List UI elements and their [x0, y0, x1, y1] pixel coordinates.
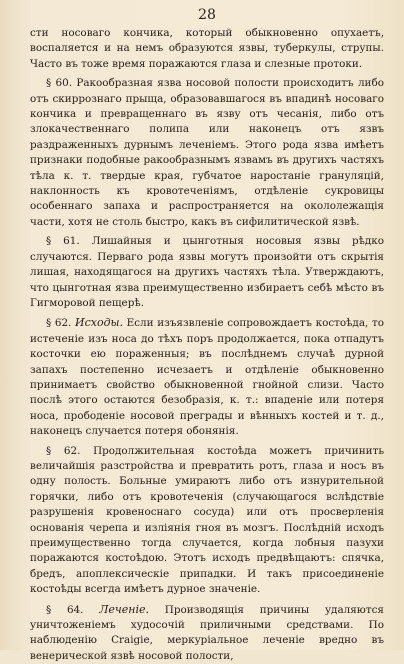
section-marker: § 60.	[46, 77, 73, 90]
paragraph-text: Ракообразная язва носовой полости происходитъ либо отъ скиррознаго прыща, образовавшагося въ впадинѣ носоваго кончика и превращеннаго въ язву отъ чесанія, либо отъ злокачественнаго полипа или наконецъ отъ язвъ раздраженныхъ дурнымъ леченіемъ. Этого рода язва имѣетъ признаки подобные ракообразнымъ язвамъ въ другихъ частяхъ тѣла к. т. твердые края, губчатое наростаніе грануляцій, наклонность къ кровотеченіямъ, отдѣленіе сукровицы особеннаго запаха и распространяется на окололежащія части, хотя не столь быстро, какъ въ сифилитической язвѣ.	[30, 77, 384, 228]
paragraph-text: Лишайныя и цынготныя носовыя язвы рѣдко случаются. Перваго рода язвы могутъ произойти отъ скрытія лишая, находящагося на другихъ частяхъ тѣла. Утверждаютъ, что цынготная язва преимущественно избираетъ себѣ мѣсто въ Гигморовой пещерѣ.	[30, 235, 385, 309]
section-marker: § 64.	[46, 603, 84, 616]
section-label: Исходы.	[75, 316, 124, 330]
section-label: Леченіе.	[99, 602, 150, 616]
page-number: 28	[198, 7, 216, 23]
section-marker: § 62.	[46, 317, 72, 330]
paragraph-text: сти носоваго кончика, который обыкновенно опухаетъ, воспаляется и на немъ образуются язвы, туберкулы, струпы. Часто въ тоже время поражаются глаза и слезные протоки.	[30, 27, 384, 70]
section-marker: § 62.	[46, 444, 81, 457]
paragraph-section-64-treatment	[30, 602, 384, 664]
paragraph-text: Продолжительная костоѣда можетъ причинить величайшія разстройства и превратить ротъ, глаза и носъ въ одну полость. Больные умираютъ либо отъ изнурительной горячки, либо отъ кровотеченія (случающагося вслѣдствіе разрушенія кровеноснаго сосуда) или отъ просверленія основанія черепа и изліянія гноя въ мозгъ. Послѣдній исходъ преимущественно тогда случается, когда лобныя пазухи поражаются костоѣдою. Этотъ исходъ предвѣщаютъ: спячка, бредъ, апоплексическіе припадки. И такъ присоединеніе костоѣды всегда имѣетъ дурное значеніе.	[30, 444, 384, 596]
paragraph-section-60	[30, 76, 384, 230]
paragraph-continuation	[30, 26, 384, 72]
paragraph-text: Производящія причины удаляются уничтоженіемъ худосочій приличными средствами. По наблюденію Craigie, меркуріальное леченіе вредно въ венерической язвѣ носовой полости,	[30, 603, 384, 662]
section-marker: § 61.	[46, 235, 80, 248]
paragraph-section-62-outcomes	[30, 315, 384, 439]
paragraph-text: Если изъязвленіе сопровождаетъ костоѣда, то истеченіе изъ носа до тѣхъ поръ продолжается, пока отпадутъ косточки ею пораженныя; въ послѣднемъ случаѣ дурной запахъ постепенно исчезаетъ и отдѣленіе обыкновенно принимаетъ свойство обыкновенной гнойной слизи. Часто послѣ этого остаются безобразія, к. т.: впаденіе или потеря носа, прободеніе носовой преграды и вѣнныхъ костей и т. д., наконецъ случается потеря обонянія.	[30, 317, 384, 438]
paragraph-section-61	[30, 234, 384, 311]
paragraph-section-62-caries	[30, 444, 384, 598]
